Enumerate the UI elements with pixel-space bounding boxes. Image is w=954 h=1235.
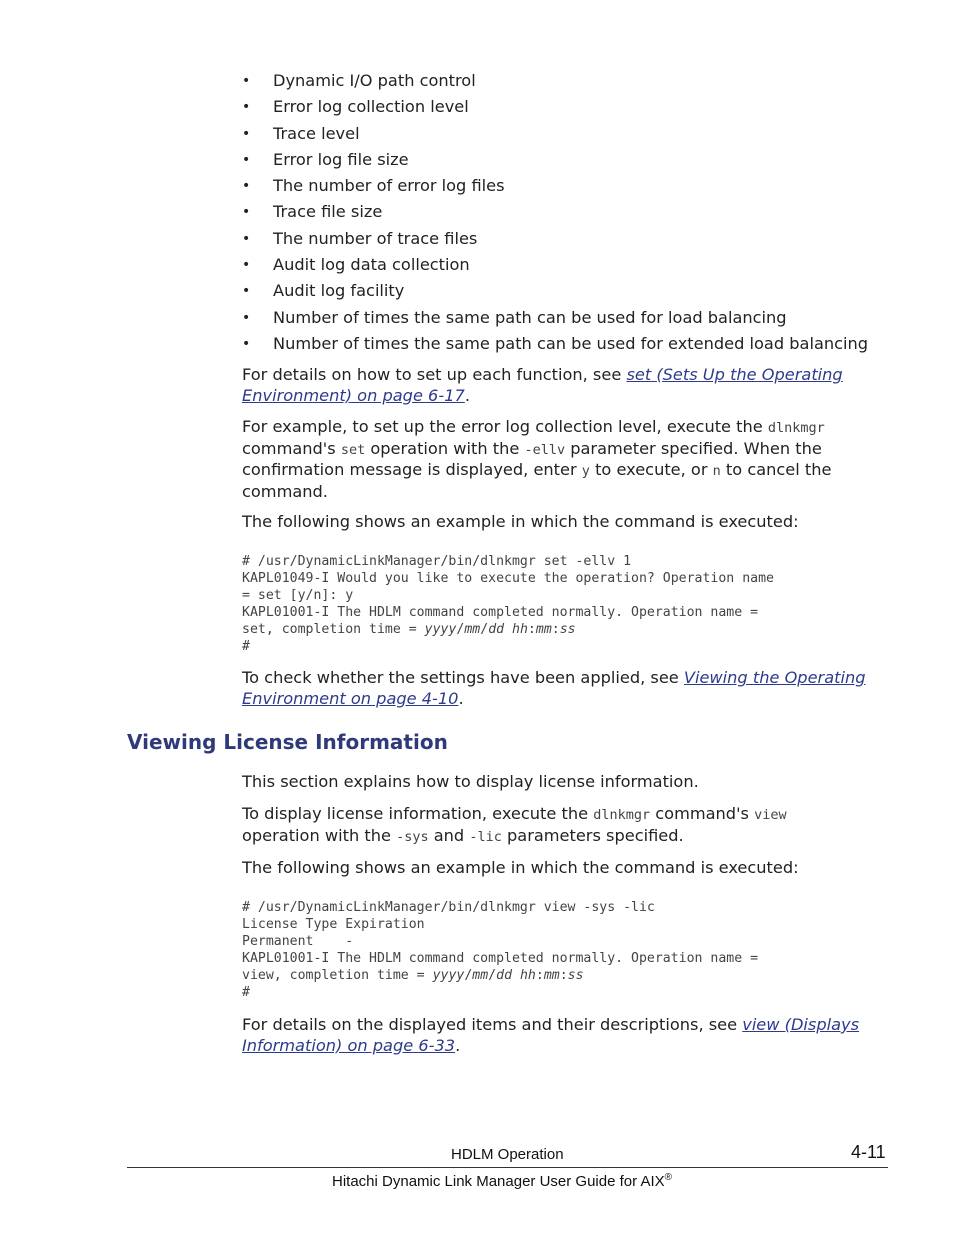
setup-details-paragraph: For details on how to set up each function, see set (Sets Up the Operating Environment) on page 6-17. bbox=[242, 365, 843, 405]
code-line: License Type Expiration bbox=[242, 917, 425, 932]
registered-mark: ® bbox=[664, 1172, 673, 1183]
license-command-paragraph: To display license information, execute the dlnkmgr command's view operation with the -sys and -lic parameters specified. bbox=[242, 804, 787, 845]
code-example-view bbox=[242, 899, 892, 1001]
check-settings-paragraph: To check whether the settings have been applied, see Viewing the Operating Environment on page 4-10. bbox=[242, 668, 866, 708]
list-item: • Number of times the same path can be used for load balancing bbox=[242, 305, 902, 331]
list-item: • Number of times the same path can be used for extended load balancing bbox=[242, 331, 902, 357]
footer-chapter-title: HDLM Operation bbox=[451, 1146, 564, 1163]
section-heading: Viewing License Information bbox=[127, 730, 448, 754]
example-intro-text: The following shows an example in which the command is executed: bbox=[242, 858, 799, 877]
code-line: KAPL01001-I The HDLM command completed normally. Operation name = bbox=[242, 951, 759, 966]
code-line: = set [y/n]: y bbox=[242, 588, 354, 603]
settings-bullet-list bbox=[242, 68, 902, 357]
code-line: # /usr/DynamicLinkManager/bin/dlnkmgr set -ellv 1 bbox=[242, 554, 632, 569]
view-command-link[interactable]: view (Displays Information) on page 6-33 bbox=[242, 1015, 860, 1055]
list-item: • Audit log data collection bbox=[242, 252, 902, 278]
code-line: # bbox=[242, 985, 250, 1000]
list-item: • Audit log facility bbox=[242, 278, 902, 304]
viewing-environment-link[interactable]: Viewing the Operating Environment on page 4-10 bbox=[242, 668, 866, 708]
example-paragraph: For example, to set up the error log collection level, execute the dlnkmgr command's set operation with the -ellv parameter specified. When the confirmation message is displayed, enter y to execute, or n to cancel the command. bbox=[242, 417, 832, 501]
code-line: view, completion time = yyyy/mm/dd hh:mm:ss bbox=[242, 968, 584, 983]
footer-divider bbox=[127, 1167, 888, 1168]
code-example-set bbox=[242, 553, 892, 655]
page-number: 4-11 bbox=[851, 1142, 886, 1162]
license-intro-text: This section explains how to display license information. bbox=[242, 772, 699, 791]
code-line: # /usr/DynamicLinkManager/bin/dlnkmgr view -sys -lic bbox=[242, 900, 655, 915]
set-command-link[interactable]: set (Sets Up the Operating Environment) on page 6-17 bbox=[242, 365, 843, 405]
view-details-paragraph: For details on the displayed items and their descriptions, see view (Displays Information) on page 6-33. bbox=[242, 1015, 860, 1055]
footer-book-title: Hitachi Dynamic Link Manager User Guide for AIX® bbox=[332, 1172, 673, 1190]
list-item: • Error log file size bbox=[242, 147, 902, 173]
code-line: set, completion time = yyyy/mm/dd hh:mm:ss bbox=[242, 622, 576, 637]
code-line: Permanent - bbox=[242, 934, 354, 949]
example-intro-text: The following shows an example in which the command is executed: bbox=[242, 512, 799, 531]
list-item: • Dynamic I/O path control bbox=[242, 68, 902, 94]
code-line: # bbox=[242, 639, 250, 654]
list-item: • The number of trace files bbox=[242, 226, 902, 252]
list-item: • Trace file size bbox=[242, 199, 902, 225]
list-item: • Trace level bbox=[242, 121, 902, 147]
code-line: KAPL01049-I Would you like to execute the operation? Operation name bbox=[242, 571, 774, 586]
list-item: • The number of error log files bbox=[242, 173, 902, 199]
code-line: KAPL01001-I The HDLM command completed normally. Operation name = bbox=[242, 605, 759, 620]
list-item: • Error log collection level bbox=[242, 94, 902, 120]
